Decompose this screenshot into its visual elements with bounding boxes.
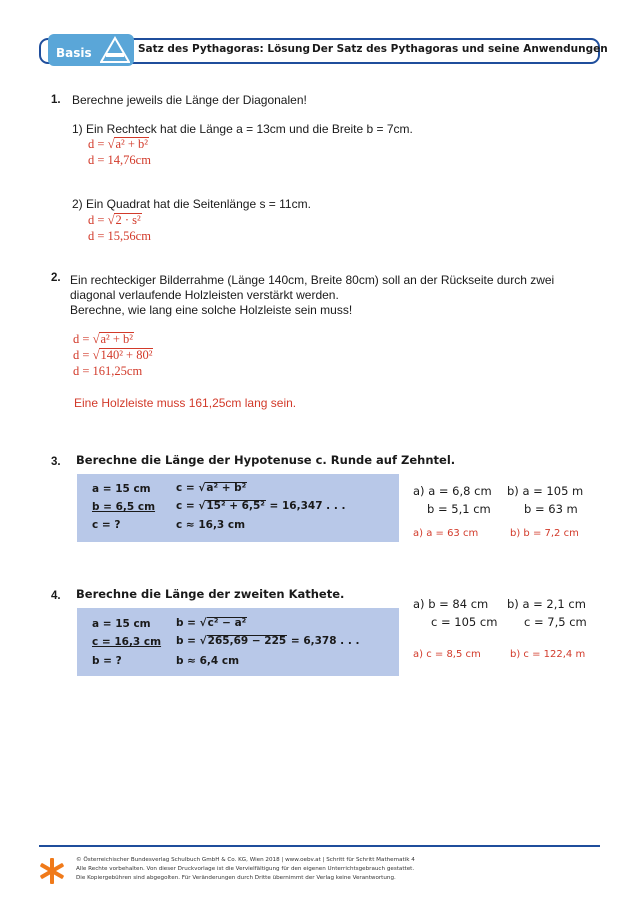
task1-prompt: Berechne jeweils die Länge der Diagonalen! bbox=[72, 93, 307, 107]
publisher-logo-icon bbox=[38, 857, 66, 885]
task4-a-line2: c = 105 cm bbox=[431, 615, 498, 629]
footer-disclaimer: Die Kopiergebühren sind abgegolten. Für Veränderungen durch Dritte übernimmt der Verlag keine Verantwortung. bbox=[76, 875, 396, 881]
task3-b-line2: b = 63 m bbox=[524, 502, 578, 516]
task3-row1-left: a = 15 cm bbox=[92, 483, 151, 495]
formula-prefix: c = bbox=[176, 482, 195, 494]
task4-prompt: Berechne die Länge der zweiten Kathete. bbox=[76, 587, 345, 601]
footer-rights: Alle Rechte vorbehalten. Von dieser Druckvorlage ist die Vervielfältigung für den eigenen Unterrichtsgebrauch gestattet. bbox=[76, 866, 415, 872]
footer-divider bbox=[39, 845, 600, 847]
task3-row2-left: b = 6,5 cm bbox=[92, 501, 156, 513]
task3-a-line1: a) a = 6,8 cm bbox=[413, 484, 492, 498]
formula-suffix: = 16,347 . . . bbox=[269, 500, 346, 512]
task4-row1-right: b = √c² − a² bbox=[176, 617, 247, 629]
task4-row3-left: b = ? bbox=[92, 655, 122, 667]
badge-label: Basis bbox=[56, 46, 92, 60]
task3-solution-a: a) a = 63 cm bbox=[413, 528, 479, 539]
formula-prefix: d = bbox=[88, 213, 105, 227]
formula-prefix: c = bbox=[176, 500, 195, 512]
task4-number: 4. bbox=[51, 590, 61, 602]
formula-radicand: 15² + 6,5² bbox=[206, 500, 265, 512]
task3-row3-right: c ≈ 16,3 cm bbox=[176, 519, 246, 531]
task2-line2: diagonal verlaufende Holzleisten verstärkt werden. bbox=[70, 288, 339, 302]
task4-row2-right: b = √265,69 − 225 = 6,378 . . . bbox=[176, 635, 360, 647]
task2-number: 2. bbox=[51, 272, 61, 284]
task4-solution-a: a) c = 8,5 cm bbox=[413, 649, 481, 660]
task3-row3-left: c = ? bbox=[92, 519, 121, 531]
task4-b-line2: c = 7,5 cm bbox=[524, 615, 587, 629]
task2-result: d = 161,25cm bbox=[73, 364, 143, 378]
task1-part2-text: 2) Ein Quadrat hat die Seitenlänge s = 11cm. bbox=[72, 197, 311, 211]
header-title: Satz des Pythagoras: Lösung bbox=[138, 43, 311, 55]
task4-a-line1: a) b = 84 cm bbox=[413, 597, 489, 611]
formula-prefix: b = bbox=[176, 617, 196, 629]
task1-part1-text: 1) Ein Rechteck hat die Länge a = 13cm und die Breite b = 7cm. bbox=[72, 122, 413, 136]
footer-copyright: © Österreichischer Bundesverlag Schulbuch GmbH & Co. KG, Wien 2018 | www.oebv.at | Schritt für Schritt Mathematik 4 bbox=[76, 857, 415, 863]
formula-radicand: 2 · s² bbox=[115, 213, 141, 227]
triangle-icon bbox=[100, 36, 130, 64]
task4-solution-b: b) c = 122,4 m bbox=[510, 649, 586, 660]
task3-prompt: Berechne die Länge der Hypotenuse c. Runde auf Zehntel. bbox=[76, 453, 456, 467]
formula-radicand: a² + b² bbox=[115, 137, 149, 151]
formula-radicand: a² + b² bbox=[100, 332, 134, 346]
task2-line1: Ein rechteckiger Bilderrahme (Länge 140cm, Breite 80cm) soll an der Rückseite durch zwei bbox=[70, 273, 555, 287]
task1-number: 1. bbox=[51, 94, 61, 106]
formula-radicand: a² + b² bbox=[206, 482, 247, 494]
task3-row1-right: c = √a² + b² bbox=[176, 482, 247, 494]
formula-radicand: 265,69 − 225 bbox=[207, 635, 287, 647]
task1-part2-result: d = 15,56cm bbox=[88, 229, 151, 243]
formula-prefix: d = bbox=[73, 348, 90, 362]
task2-line3: Berechne, wie lang eine solche Holzleiste sein muss! bbox=[70, 303, 353, 317]
task3-number: 3. bbox=[51, 456, 61, 468]
task2-answer: Eine Holzleiste muss 161,25cm lang sein. bbox=[74, 396, 297, 410]
task2-formula2: d = √140² + 80² bbox=[73, 348, 153, 362]
task1-part1-result: d = 14,76cm bbox=[88, 153, 151, 167]
formula-radicand: c² − a² bbox=[207, 617, 247, 629]
task3-b-line1: b) a = 105 m bbox=[507, 484, 584, 498]
formula-prefix: d = bbox=[88, 137, 105, 151]
task4-row1-left: a = 15 cm bbox=[92, 618, 151, 630]
task1-part1-formula: d = √a² + b² bbox=[88, 137, 149, 151]
task3-a-line2: b = 5,1 cm bbox=[427, 502, 491, 516]
task1-part2-formula: d = √2 · s² bbox=[88, 213, 141, 227]
task4-b-line1: b) a = 2,1 cm bbox=[507, 597, 586, 611]
task2-formula1: d = √a² + b² bbox=[73, 332, 134, 346]
formula-prefix: b = bbox=[176, 635, 196, 647]
header-subtitle: Der Satz des Pythagoras und seine Anwendungen bbox=[312, 43, 608, 55]
task3-solution-b: b) b = 7,2 cm bbox=[510, 528, 579, 539]
task4-row2-left: c = 16,3 cm bbox=[92, 636, 162, 648]
level-badge bbox=[48, 34, 134, 66]
task3-row2-right: c = √15² + 6,5² = 16,347 . . . bbox=[176, 500, 346, 512]
formula-suffix: = 6,378 . . . bbox=[290, 635, 360, 647]
formula-radicand: 140² + 80² bbox=[100, 348, 153, 362]
task4-row3-right: b ≈ 6,4 cm bbox=[176, 655, 240, 667]
formula-prefix: d = bbox=[73, 332, 90, 346]
